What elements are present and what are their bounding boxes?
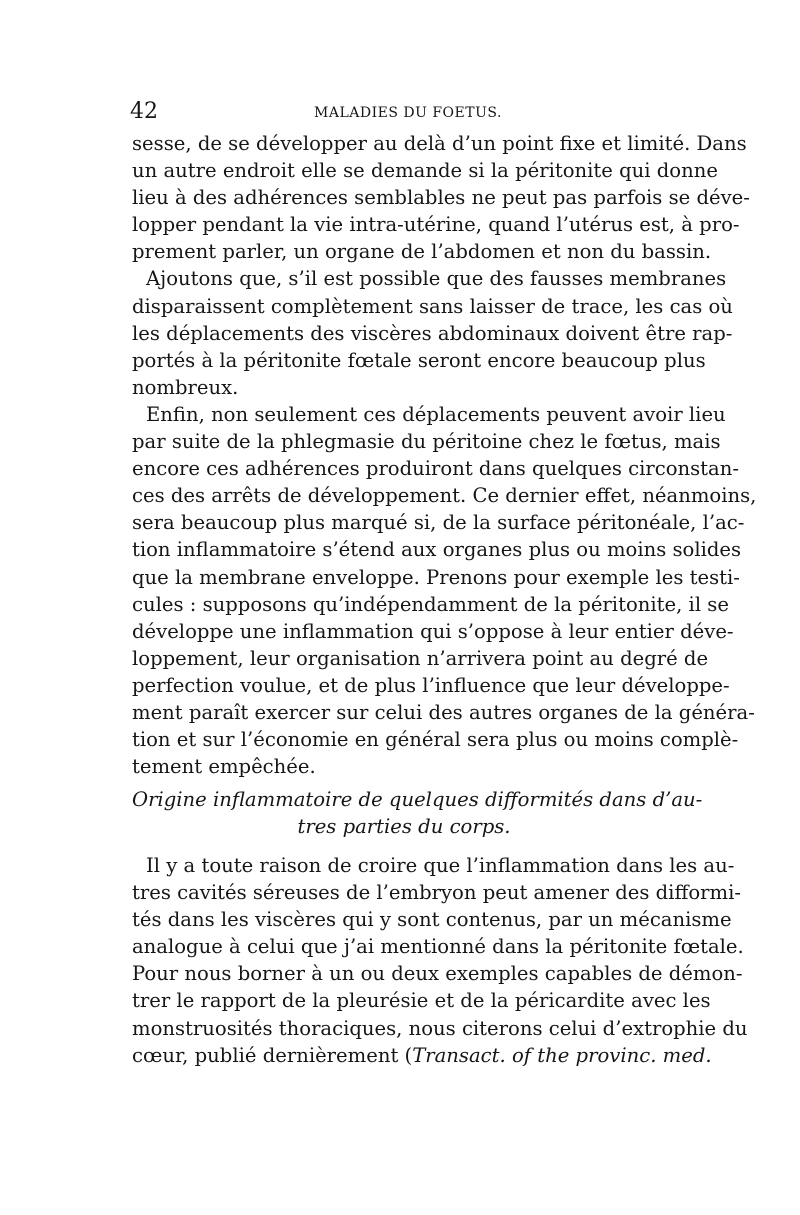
running-title: MALADIES DU FOETUS.	[314, 105, 502, 121]
text-line: que la membrane enveloppe. Prenons pour exemple les testi-	[132, 565, 740, 589]
text-line: par suite de la phlegmasie du péritoine chez le fœtus, mais	[132, 430, 721, 454]
text-line: Ajoutons que, s’il est possible que des fausses membranes	[146, 267, 727, 291]
text-line: portés à la péritonite fœtale seront encore beaucoup plus	[132, 348, 706, 372]
text-line: prement parler, un organe de l’abdomen et non du bassin.	[132, 240, 712, 264]
body-text	[132, 130, 757, 780]
text-line: sesse, de se développer au delà d’un point fixe et limité. Dans	[132, 132, 747, 155]
body-text-continued	[132, 852, 748, 1069]
section-heading	[132, 786, 703, 840]
journal-citation: Transact. of the provinc. med.	[412, 1043, 712, 1067]
text-line: sera beaucoup plus marqué si, de la surface péritonéale, l’ac-	[132, 511, 745, 535]
text-line: tés dans les viscères qui y sont contenus, par un mécanisme	[132, 908, 732, 932]
section-heading-line: Origine inflammatoire de quelques difformités dans d’au-	[132, 788, 703, 811]
text-line: ment paraît exercer sur celui des autres organes de la généra-	[132, 700, 755, 724]
text-line: lieu à des adhérences semblables ne peut pas parfois se déve-	[132, 186, 750, 210]
text-line: tement empêchée.	[132, 755, 316, 779]
final-line-text: cœur, publié dernièrement (	[132, 1043, 413, 1067]
text-line: perfection voulue, et de plus l’influence que leur développe-	[132, 673, 730, 697]
text-line: tion et sur l’économie en général sera plus ou moins complè-	[132, 728, 739, 752]
text-line: ces des arrêts de développement. Ce dernier effet, néanmoins,	[132, 484, 757, 508]
text-line: lopper pendant la vie intra-utérine, quand l’utérus est, à pro-	[132, 213, 740, 237]
text-line: tion inflammatoire s’étend aux organes plus ou moins solides	[132, 538, 742, 562]
text-line: un autre endroit elle se demande si la péritonite qui donne	[132, 159, 718, 183]
text-line: disparaissent complètement sans laisser de trace, les cas où	[132, 294, 733, 318]
text-line: analogue à celui que j’ai mentionné dans la péritonite fœtale.	[132, 935, 744, 959]
text-line: encore ces adhérences produiront dans quelques circonstan-	[132, 457, 739, 481]
page-number: 42	[130, 99, 158, 124]
text-line: les déplacements des viscères abdominaux doivent être rap-	[132, 321, 733, 345]
text-line: loppement, leur organisation n’arrivera point au degré de	[132, 646, 709, 670]
text-line: cules : supposons qu’indépendamment de la péritonite, il se	[132, 592, 729, 616]
running-head	[130, 98, 674, 128]
text-line-final	[132, 1042, 712, 1069]
text-line: trer le rapport de la pleurésie et de la péricardite avec les	[132, 989, 711, 1013]
text-line: Enfin, non seulement ces déplacements peuvent avoir lieu	[146, 402, 726, 426]
text-line: Il y a toute raison de croire que l’inflammation dans les au-	[146, 854, 735, 877]
section-heading-line: tres parties du corps.	[297, 815, 511, 839]
text-line: développe une inflammation qui s’oppose à leur entier déve-	[132, 619, 734, 643]
text-line: Pour nous borner à un ou deux exemples capables de démon-	[132, 962, 743, 986]
text-line: tres cavités séreuses de l’embryon peut amener des difformi-	[132, 881, 741, 905]
text-line: nombreux.	[132, 375, 239, 399]
text-line: monstruosités thoraciques, nous citerons celui d’extrophie du	[132, 1016, 748, 1040]
